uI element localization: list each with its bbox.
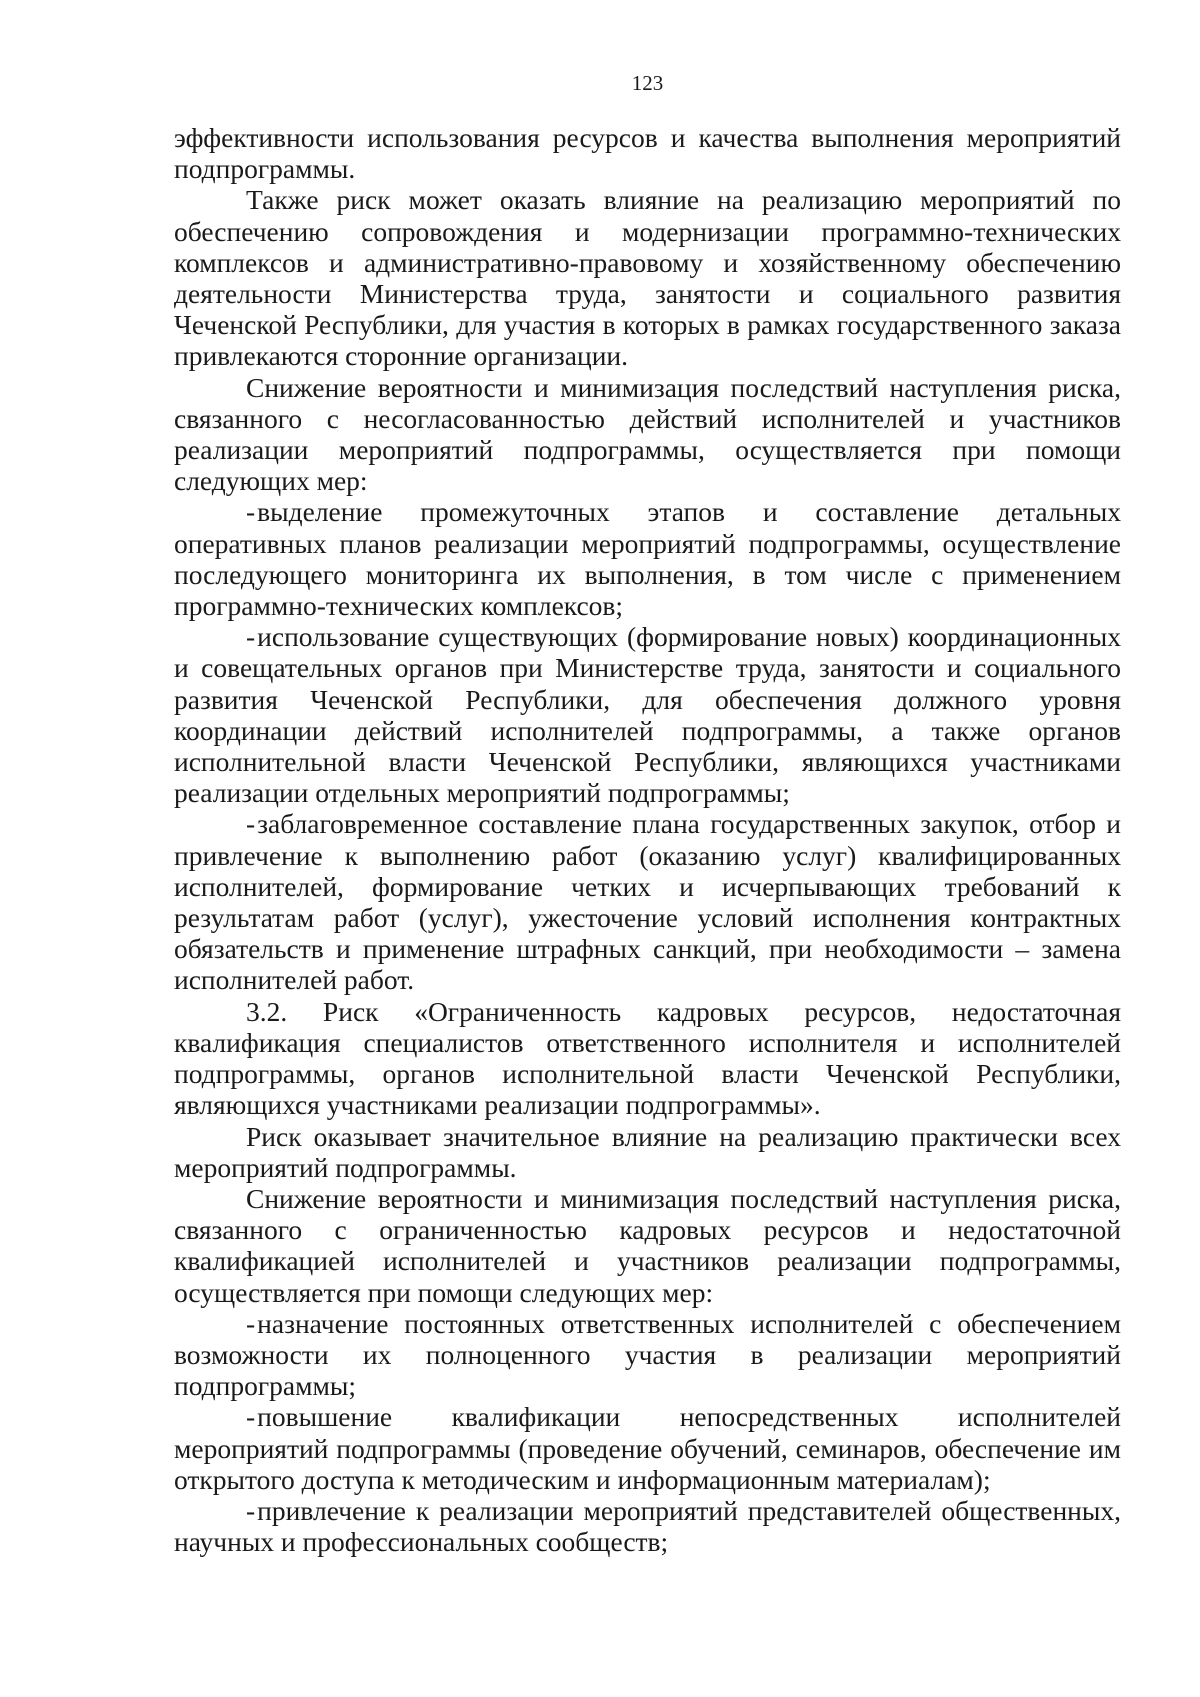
paragraph xyxy=(174,1183,1121,1308)
list-item xyxy=(174,1308,1121,1402)
paragraph-text: выделение промежуточных этапов и составление детальных оперативных планов реализации мероприятий подпрограммы, осуществление последующего мониторинга их выполнения, в том числе с применением программно-технических комплексов; xyxy=(174,496,1121,622)
paragraph xyxy=(174,1121,1121,1183)
list-dash: - xyxy=(246,1494,256,1526)
paragraph xyxy=(174,996,1121,1121)
paragraph-text: эффективности использования ресурсов и качества выполнения мероприятий подпрограммы. xyxy=(174,122,1121,185)
paragraph-text: Риск оказывает значительное влияние на реализацию практически всех мероприятий подпрограммы. xyxy=(174,1120,1121,1183)
paragraph-text: 3.2. Риск «Ограниченность кадровых ресурсов, недостаточная квалификация специалистов ответственного исполнителя и исполнителей подпрограммы, органов исполнительной власти Чеченской Республики, являющихся участниками реализации подпрограммы». xyxy=(174,995,1121,1121)
list-item xyxy=(174,496,1121,621)
list-item xyxy=(174,621,1121,808)
list-dash: - xyxy=(246,496,256,528)
paragraph-text: назначение постоянных ответственных исполнителей с обеспечением возможности их полноценного участия в реализации мероприятий подпрограммы; xyxy=(174,1307,1121,1402)
document-page xyxy=(174,70,1121,1557)
paragraph xyxy=(174,184,1121,371)
paragraph-text: заблаговременное составление плана государственных закупок, отбор и привлечение к выполнению работ (оказанию услуг) квалифицированных исполнителей, формирование четких и исчерпывающих требований к результатам работ (услуг), ужесточение условий исполнения контрактных обязательств и применение штрафных санкций, при необходимости – замена исполнителей работ. xyxy=(174,808,1121,996)
list-dash: - xyxy=(246,621,256,653)
list-item xyxy=(174,808,1121,995)
list-dash: - xyxy=(246,1307,256,1339)
list-dash: - xyxy=(246,808,256,840)
paragraph-text: Снижение вероятности и минимизация последствий наступления риска, связанного с ограниченностью кадровых ресурсов и недостаточной квалификацией исполнителей и участников реализации подпрограммы, осуществляется при помощи следующих мер: xyxy=(174,1182,1121,1308)
paragraph xyxy=(174,122,1121,184)
list-dash: - xyxy=(246,1401,256,1433)
list-item xyxy=(174,1401,1121,1495)
paragraph xyxy=(174,372,1121,497)
list-item xyxy=(174,1495,1121,1557)
paragraph-text: повышение квалификации непосредственных исполнителей мероприятий подпрограммы (проведение обучений, семинаров, обеспечение им открытого доступа к методическим и информационным материалам); xyxy=(174,1401,1121,1495)
document-body xyxy=(174,122,1121,1557)
paragraph-text: привлечение к реализации мероприятий представителей общественных, научных и профессиональных сообществ; xyxy=(174,1494,1121,1558)
paragraph-text: Снижение вероятности и минимизация последствий наступления риска, связанного с несогласованностью действий исполнителей и участников реализации мероприятий подпрограммы, осуществляется при помощи следующих мер: xyxy=(174,371,1121,497)
page-number: 123 xyxy=(631,71,664,95)
paragraph-text: использование существующих (формирование новых) координационных и совещательных органов при Министерстве труда, занятости и социального развития Чеченской Республики, для обеспечения должного уровня координации действий исполнителей подпрограммы, а также органов исполнительной власти Чеченской Республики, являющихся участниками реализации отдельных мероприятий подпрограммы; xyxy=(174,621,1121,809)
paragraph-text: Также риск может оказать влияние на реализацию мероприятий по обеспечению сопровождения и модернизации программно-технических комплексов и административно-правовому и хозяйственному обеспечению деятельности Министерства труда, занятости и социального развития Чеченской Республики, для участия в которых в рамках государственного заказа привлекаются сторонние организации. xyxy=(174,184,1121,372)
